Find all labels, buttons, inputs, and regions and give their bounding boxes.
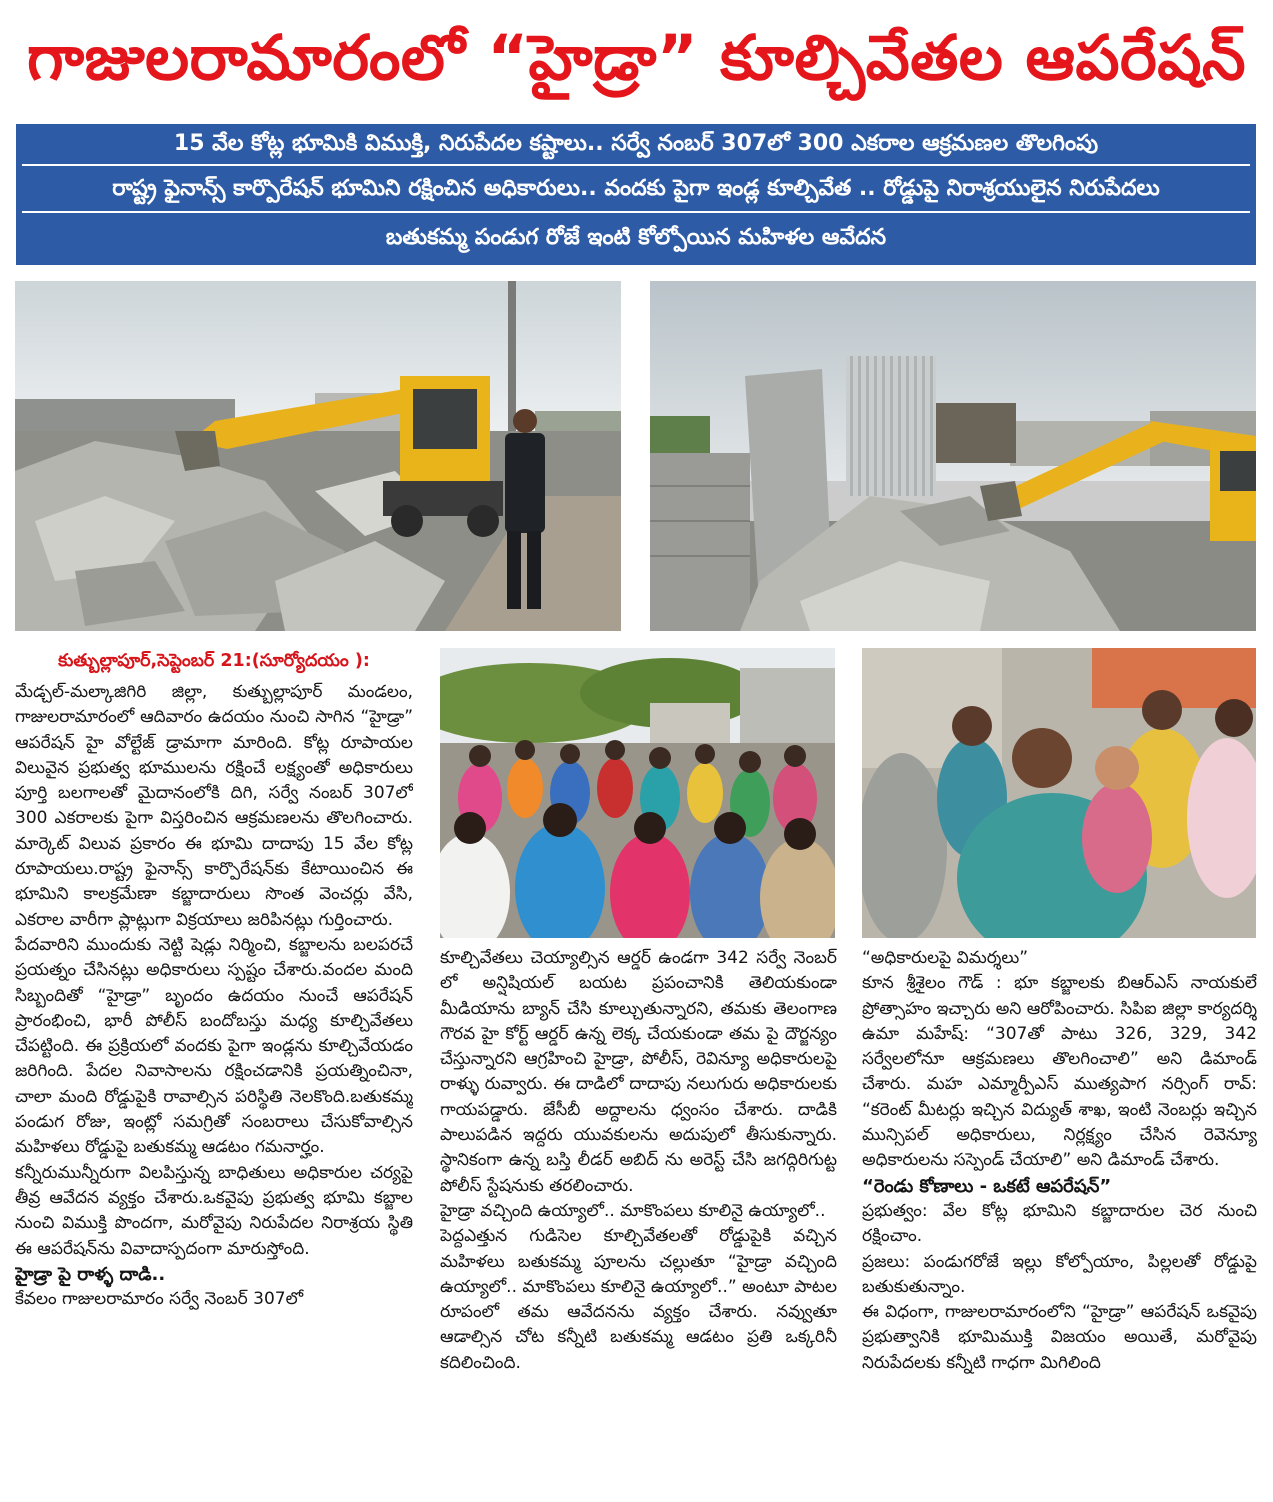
demolition-photo-1 <box>15 281 621 631</box>
subheadline-banner <box>16 124 1256 265</box>
article-paragraph: కేవలం గాజులరామారం సర్వే నెంబర్ 307లో <box>15 1289 304 1310</box>
dateline: కుత్బుల్లాపూర్,సెప్టెంబర్ 21:(సూర్యోదయం ): <box>58 651 370 671</box>
government-view: ప్రభుత్వం: వేల కోట్ల భూమిని కబ్జాదారుల చెర నుంచి రక్షించాం. <box>862 1200 1257 1247</box>
woman-with-child-photo <box>862 648 1256 938</box>
subheadline-1: 15 వేల కోట్ల భూమికి విముక్తి, నిరుపేదల కష్టాలు.. సర్వే నంబర్ 307లో 300 ఎకరాల ఆక్రమణల తొలగింపు <box>22 124 1250 166</box>
section-heading-criticism: “అధికారులపై విమర్శలు” <box>862 948 1029 968</box>
article-paragraph: కూన శ్రీశైలం గౌడ్ : భూ కబ్జాలకు బిఆర్ఎస్ నాయకులే ప్రోత్సాహం ఇచ్చారు అని ఆరోపించారు. సిపిఐ జిల్లా కార్యదర్శి ఉమా మహేష్: “307తో పాటు 326, 329, 342 సర్వేలలోనూ ఆక్రమణలు తొలగించాలి” అని డిమాండ్ చేశారు. మహ ఎమ్మార్పీఎస్ ముత్యపాగ నర్సింగ్ రావ్: “కరెంట్ మీటర్లు ఇచ్చిన విద్యుత్ శాఖ, ఇంటి నెంబర్లు ఇచ్చిన మున్సిపల్ అధికారులు, నిర్లక్ష్యం చేసిన రెవెన్యూ అధికారులను సస్పెండ్ చేయాలి” అని డిమాండ్ చేశారు. <box>862 973 1257 1171</box>
subheadline-2: రాష్ట్ర ఫైనాన్స్ కార్పొరేషన్ భూమిని రక్షించిన అధికారులు.. వందకు పైగా ఇండ్ల కూల్చివేత .. రోడ్డుపై నిరాశ్రయులైన నిరుపేదలు <box>22 166 1250 213</box>
people-view: ప్రజలు: పండుగరోజే ఇల్లు కోల్పోయాం, పిల్లలతో రోడ్డుపై బతుకుతున్నాం. <box>862 1251 1257 1297</box>
subheadline-3: బతుకమ్మ పండుగ రోజే ఇంటి కోల్పోయిన మహిళల ఆవేదన <box>385 225 887 250</box>
demolition-photo-2 <box>650 281 1256 631</box>
article-conclusion: ఈ విధంగా, గాజులరామారంలోని “హైడ్రా” ఆపరేషన్ ఒకవైపు ప్రభుత్వానికి భూమిముక్తి విజయం అయితే, మరోవైపు నిరుపేదలకు కన్నీటి గాధగా మిగిలింది <box>862 1302 1257 1373</box>
article-column-1 <box>15 646 413 1494</box>
section-heading-stone-attack: హైడ్రా పై రాళ్ళ దాడి.. <box>15 1263 166 1285</box>
article-paragraph: కూల్చివేతలు చెయ్యాల్సిన ఆర్డర్ ఉండగా 342 సర్వే నెంబర్ లో అన్షిషియల్ బయట ప్రపంచానికి తెలియకుండా మీడియాను బ్యాన్ చేసి కూల్చుతున్నారని, తమకు తెలంగాణ గౌరవ హై కోర్ట్ ఆర్డర్ ఉన్న లెక్క చేయకుండా తమ పై దౌర్జన్యం చేస్తున్నారని ఆగ్రహించి హైడ్రా, పోలీస్, రెవిన్యూ అధికారులపై రాళ్ళు రువ్వారు. ఈ దాడిలో దాదాపు నలుగురు అధికారులకు గాయపడ్డారు. జేసీబీ అద్దాలను ధ్వంసం చేశారు. దాడికి పాలుపడిన ఇద్దరు యువకులను అదుపులో తీసుకున్నారు. స్థానికంగా ఉన్న బస్తి లీడర్ అబిద్ ను అరెస్ట్ చేసి జగద్గిరిగుట్ట పోలీస్ స్టేషనుకు తరలించారు. <box>440 948 837 1196</box>
article-column-3 <box>862 946 1257 1470</box>
women-crowd-photo <box>440 648 835 938</box>
song-line: హైడ్రా వచ్చింది ఉయ్యాలో.. మాకొంపలు కూలినై ఉయ్యాలో.. <box>440 1200 826 1221</box>
article-paragraph: పేదవారిని ముందుకు నెట్టి షెడ్లు నిర్మించి, కబ్జాలను బలపరచే ప్రయత్నం చేసినట్లు అధికారులు స్పష్టం చేశారు.వందల మంది సిబ్బందితో “హైడ్రా” బృందం ఉదయం నుంచే ఆపరేషన్ ప్రారంభించి, భారీ పోలీస్ బందోబస్తు మధ్య కూల్చివేతలు చేపట్టింది. ఈ ప్రక్రియలో వందకు పైగా ఇండ్లను కూల్చివేయడం జరిగింది. పేదల నివాసాలను రక్షించడానికి ప్రయత్నించినా, చాలా మంది రోడ్డుపైకి రావాల్సిన పరిస్థితి నెలకొంది.బతుకమ్మ పండుగ రోజు, ఇంట్లో సమగ్రితో సంబరాలు చేసుకోవాల్సిన మహిళలు రోడ్డుపై బతుకమ్మ ఆడటం గమనార్హం. <box>15 934 413 1158</box>
article-column-2 <box>440 946 837 1494</box>
headline: గాజులరామారంలో “హైడ్రా” కూల్చివేతల ఆపరేషన్ <box>26 21 1246 94</box>
article-paragraph: మేడ్చల్-మల్కాజిగిరి జిల్లా, కుత్బుల్లాపూర్ మండలం, గాజులరామారంలో ఆదివారం ఉదయం నుంచి సాగిన “హైడ్రా” ఆపరేషన్ హై వోల్టేజ్ డ్రామాగా మారింది. కోట్ల రూపాయల విలువైన ప్రభుత్వ భూములను రక్షించే లక్ష్యంతో అధికారులు పూర్తి బలగాలతో మైదానంలోకి దిగి, సర్వే నంబర్ 307లో 300 ఎకరాలకు పైగా విస్తరించిన ఆక్రమణలను తొలగించారు. మార్కెట్ విలువ ప్రకారం ఈ భూమి దాదాపు 15 వేల కోట్ల రూపాయలు.రాష్ట్ర ఫైనాన్స్ కార్పొరేషన్‌కు కేటాయించిన ఈ భూమిని కాలక్రమేణా కబ్జాదారులు సొంత వెంచర్లు వేసి, ఎకరాల వారీగా ప్లాట్లుగా విక్రయాలు జరిపినట్లు గుర్తించారు. <box>15 682 413 930</box>
article-paragraph: పెద్దఎత్తున గుడిసెల కూల్చివేతలతో రోడ్డుపైకి వచ్చిన మహిళలు బతుకమ్మ పూలను చల్లుతూ “హైడ్రా వచ్చింది ఉయ్యాలో.. మాకొంపలు కూలినై ఉయ్యాలో..” అంటూ పాటల రూపంలో తమ ఆవేదనను వ్యక్తం చేశారు. నవ్వుతూ ఆడాల్సిన చోట కన్నీటి బతుకమ్మ ఆడటం ప్రతి ఒక్కరినీ కదిలించింది. <box>440 1226 837 1373</box>
section-heading-two-angles: “రెండు కోణాలు - ఒకటే ఆపరేషన్” <box>862 1175 1112 1197</box>
article-paragraph: కన్నీరుమున్నీరుగా విలపిస్తున్న బాధితులు అధికారుల చర్యపై తీవ్ర ఆవేదన వ్యక్తం చేశారు.ఒకవైపు ప్రభుత్వ భూమి కబ్జాల నుంచి విముక్తి పొందగా, మరోవైపు నిరుపేదల నిరాశ్రయ స్థితి ఈ ఆపరేషన్‌ను వివాదాస్పదంగా మారుస్తోంది. <box>15 1162 413 1259</box>
